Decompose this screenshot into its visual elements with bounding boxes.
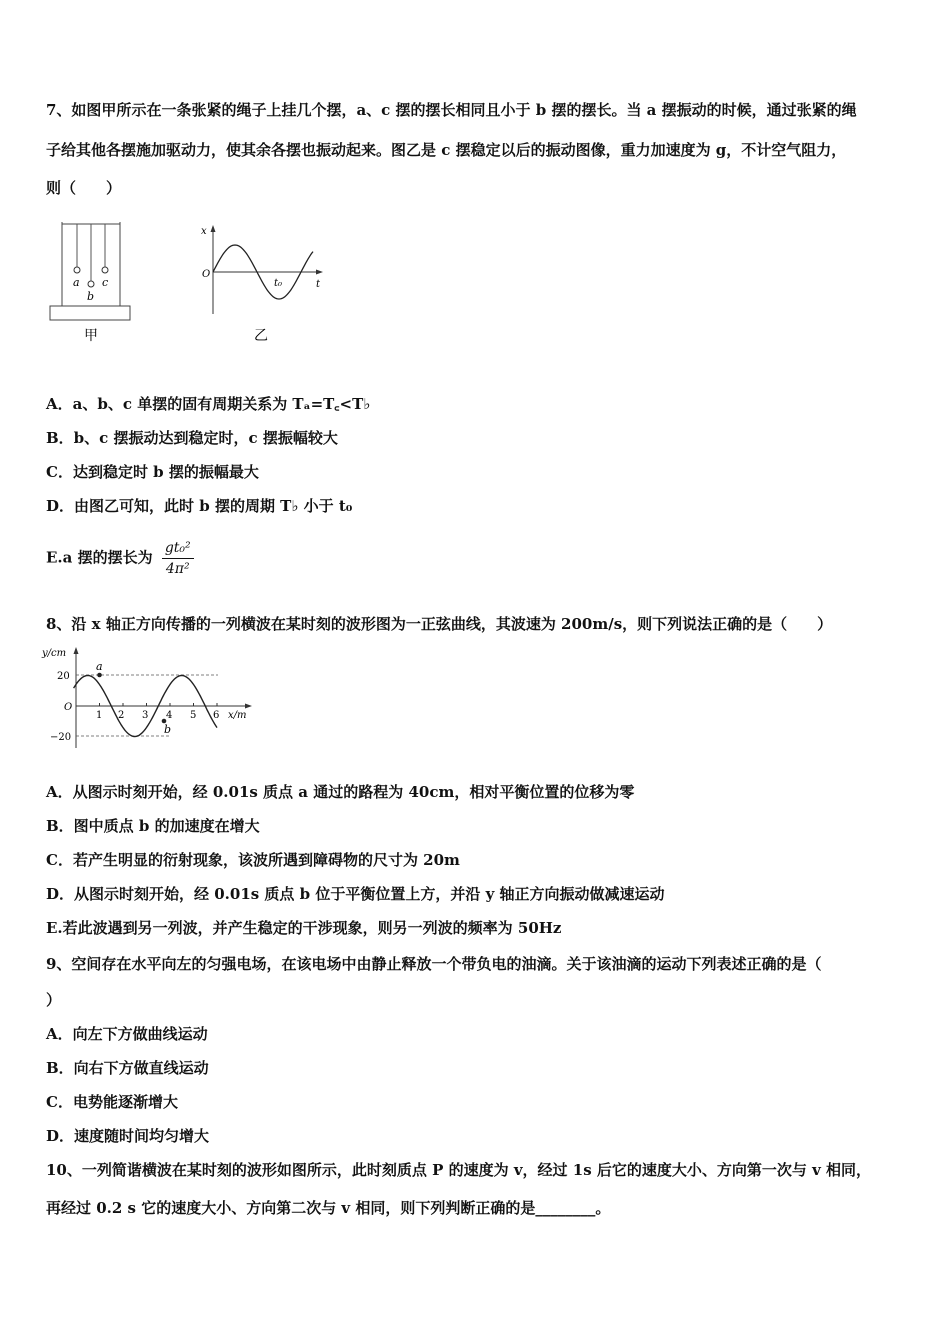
x-axis-label: x/m [228, 710, 247, 721]
bob-b [88, 281, 94, 287]
q7-option-c: C．达到稳定时 b 摆的振幅最大 [46, 463, 259, 481]
t0-label: t₀ [274, 278, 283, 289]
q8-option-e: E.若此波遇到另一列波，并产生稳定的干涉现象，则另一列波的频率为 50Hz [46, 919, 562, 937]
pendulum-base [50, 306, 130, 320]
point-a [97, 673, 102, 678]
origin-label: O [64, 702, 73, 713]
axis-label-t: t [316, 279, 321, 290]
q8-option-d: D．从图示时刻开始，经 0.01s 质点 b 位于平衡位置上方，并沿 y 轴正方向振动做减速运动 [46, 885, 665, 903]
q9-option-b: B．向右下方做直线运动 [46, 1059, 209, 1077]
label-c: c [102, 276, 109, 289]
xtick-3: 3 [142, 710, 149, 721]
label-b: b [87, 290, 95, 303]
q9-stem-line2: ） [46, 991, 62, 1009]
y-axis-arrow [74, 647, 79, 654]
fraction-denominator: 4π² [165, 561, 190, 577]
q8-option-c: C．若产生明显的衍射现象，该波所遇到障碍物的尺寸为 20m [46, 851, 460, 869]
figure-yi-vibration-graph [196, 222, 336, 347]
q8-stem-line1: 8、沿 x 轴正方向传播的一列横波在某时刻的波形图为一正弦曲线，其波速为 200m/s，则下列说法正确的是（ ） [46, 615, 833, 633]
xtick-1: 1 [96, 710, 103, 721]
q9-stem-line1: 9、空间存在水平向左的匀强电场，在该电场中由静止释放一个带负电的油滴。关于该油滴的运动下列表述正确的是（ [46, 955, 822, 973]
q7-option-b: B．b、c 摆振动达到稳定时，c 摆振幅较大 [46, 429, 338, 447]
q7-stem-line2: 子给其他各摆施加驱动力，使其余各摆也振动起来。图乙是 c 摆稳定以后的振动图像，重力加速度为 g，不计空气阻力， [46, 141, 847, 159]
q7-option-a: A．a、b、c 单摆的固有周期关系为 Tₐ=T꜀<T♭ [46, 395, 371, 413]
q7-option-e [46, 538, 194, 579]
x-axis-arrow [245, 704, 252, 709]
label-a: a [73, 276, 80, 289]
q9-option-c: C．电势能逐渐增大 [46, 1093, 178, 1111]
y-axis-label: y/cm [42, 648, 67, 659]
q10-stem-line1: 10、一列简谐横波在某时刻的波形如图所示，此时刻质点 P 的速度为 v，经过 1s 后它的速度大小、方向第一次与 v 相同， [46, 1161, 872, 1179]
q8-option-b: B．图中质点 b 的加速度在增大 [46, 817, 260, 835]
xtick-4: 4 [166, 710, 173, 721]
figure-q8-wave-graph [40, 644, 260, 754]
point-b-label: b [164, 723, 172, 736]
ytick-20: 20 [57, 671, 70, 682]
figure-jia-pendulums [46, 214, 136, 346]
q7-option-e-text: E.a 摆的摆长为 [46, 548, 153, 567]
q8-option-a: A．从图示时刻开始，经 0.01s 质点 a 通过的路程为 40cm，相对平衡位置的位移为零 [46, 783, 635, 801]
fraction-numerator: gt₀² [162, 538, 194, 559]
q7-stem-line1: 7、如图甲所示在一条张紧的绳子上挂几个摆，a、c 摆的摆长相同且小于 b 摆的摆长。当 a 摆振动的时候，通过张紧的绳 [46, 101, 857, 119]
q7-stem-line3: 则（ ） [46, 179, 122, 197]
point-a-label: a [96, 660, 103, 673]
figure-yi-caption: 乙 [254, 328, 268, 344]
figure-jia-caption: 甲 [84, 328, 98, 344]
xtick-5: 5 [190, 710, 197, 721]
q7-option-e-fraction [162, 538, 194, 579]
xtick-2: 2 [118, 710, 125, 721]
q9-option-a: A．向左下方做曲线运动 [46, 1025, 208, 1043]
q9-option-d: D．速度随时间均匀增大 [46, 1127, 210, 1145]
x-axis-arrow [211, 225, 216, 232]
t-axis-arrow [316, 270, 323, 275]
xtick-6: 6 [213, 710, 220, 721]
axis-label-x: x [201, 226, 207, 237]
q7-option-d: D．由图乙可知，此时 b 摆的周期 T♭ 小于 t₀ [46, 497, 353, 515]
ytick-neg20: −20 [50, 732, 72, 743]
origin-label: O [202, 269, 211, 280]
bob-c [102, 267, 108, 273]
q10-stem-line2: 再经过 0.2 s 它的速度大小、方向第二次与 v 相同，则下列判断正确的是________。 [46, 1199, 611, 1217]
bob-a [74, 267, 80, 273]
